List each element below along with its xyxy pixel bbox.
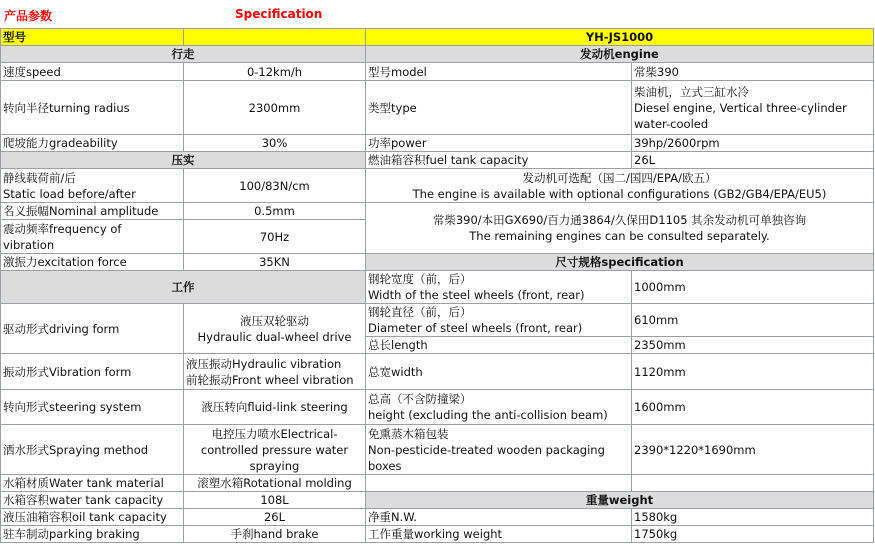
wheel-width-line-1: 钢轮宽度（前，后） [368,272,472,286]
net-weight-value: 1580kg [632,509,874,526]
tank-material-value: 滚塑水箱Rotational molding [184,475,366,492]
width-value: 1120mm [632,354,874,390]
parking-value: 手刹hand brake [184,526,366,543]
section-weight: 重量weight [366,492,874,509]
wheel-width-label [366,271,632,304]
spraying-line-2: controlled pressure water [200,442,349,457]
height-label [366,390,632,425]
engine-options [366,169,874,203]
driving-form-en: Hydraulic dual-wheel drive [197,329,352,344]
packaging-label [366,425,632,475]
model-label-spacer [184,29,366,46]
section-dimensions: 尺寸规格specification [366,254,874,271]
frequency-label [1,220,184,254]
section-travel: 行走 [1,46,366,63]
static-load-value: 100/83N/cm [184,169,366,203]
static-load-line-2: Static load before/after [3,186,136,201]
steering-value: 液压转向fluid-link steering [184,390,366,425]
spraying-line-1: 电控压力喷水Electrical- [211,426,338,441]
section-compaction: 压实 [1,152,366,169]
engine-model-value: 常柴390 [632,63,874,81]
vibration-form-line-2: 前轮振动Front wheel vibration [186,372,354,387]
frequency-value: 70Hz [184,220,366,254]
static-load-label [1,169,184,203]
tank-capacity-label: 水箱容积water tank capacity [1,492,184,509]
tank-capacity-value: 108L [184,492,366,509]
wheel-diameter-value: 610mm [632,304,874,337]
gradeability-value: 30% [184,135,366,152]
turning-radius-value: 2300mm [184,81,366,135]
engine-options-cn: 发动机可选配（国二/国四/EPA/欧五） [522,170,717,185]
excitation-label: 激振力excitation force [1,254,184,271]
product-params-title: 产品参数 [4,9,53,23]
amplitude-label: 名义振幅Nominal amplitude [1,203,184,220]
wheel-diameter-line-1: 钢轮直径（前，后） [368,305,472,319]
model-label: 型号 [1,29,184,46]
steering-label: 转向形式steering system [1,390,184,425]
empty-cell-a [366,475,632,492]
vibration-form-label: 振动形式Vibration form [1,354,184,390]
spraying-value [184,425,366,475]
fuel-tank-label: 燃油箱容积fuel tank capacity [366,152,632,169]
speed-label: 速度speed [1,63,184,81]
other-engines-cn: 常柴390/本田GX690/百力通3864/久保田D1105 其余发动机可单独咨询 [432,213,807,227]
driving-form-label: 驱动形式driving form [1,304,184,354]
specification-title: Specification [235,7,323,21]
turning-radius-label: 转向半径turning radius [1,81,184,135]
model-value: YH-JS1000 [366,29,874,46]
driving-form-cn: 液压双轮驱动 [240,313,309,328]
engine-model-label: 型号model [366,63,632,81]
engine-type-line-3: water-cooled [634,116,709,131]
vibration-form-value [184,354,366,390]
engine-options-en: The engine is available with optional configurations (GB2/GB4/EPA/EU5) [412,186,827,201]
wheel-width-value: 1000mm [632,271,874,304]
spec-table [0,28,874,543]
parking-label: 驻车制动parking braking [1,526,184,543]
section-engine: 发动机engine [366,46,874,63]
working-weight-label: 工作重量working weight [366,526,632,543]
spraying-line-3: spraying [249,458,300,473]
tank-material-label: 水箱材质Water tank material [1,475,184,492]
oil-tank-value: 26L [184,509,366,526]
spraying-label: 洒水形式Spraying method [1,425,184,475]
gradeability-label: 爬坡能力gradeability [1,135,184,152]
packaging-value: 2390*1220*1690mm [632,425,874,475]
engine-type-line-1: 柴油机，立式三缸水冷 [634,84,749,99]
engine-type-line-2: Diesel engine, Vertical three-cylinder [634,100,847,115]
fuel-tank-value: 26L [632,152,874,169]
wheel-diameter-label [366,304,632,337]
length-label: 总长length [366,337,632,354]
engine-power-label: 功率power [366,135,632,152]
vibration-form-line-1: 液压振动Hydraulic vibration [186,356,342,371]
engine-type-label: 类型type [366,81,632,135]
driving-form-value [184,304,366,354]
section-work: 工作 [1,271,366,304]
other-engines [366,203,874,254]
static-load-line-1: 静线载荷前/后 [3,170,76,185]
frequency-line-2: vibration [3,237,55,252]
packaging-line-2: Non-pesticide-treated wooden packaging [368,442,605,457]
height-line-2: height (excluding the anti-collision beam) [368,408,608,422]
wheel-width-line-2: Width of the steel wheels (front, rear) [368,288,585,302]
speed-value: 0-12km/h [184,63,366,81]
working-weight-value: 1750kg [632,526,874,543]
engine-power-value: 39hp/2600rpm [632,135,874,152]
height-value: 1600mm [632,390,874,425]
height-line-1: 总高（不含防撞梁） [368,392,472,406]
packaging-line-3: boxes [368,458,402,473]
length-value: 2350mm [632,337,874,354]
amplitude-value: 0.5mm [184,203,366,220]
excitation-value: 35KN [184,254,366,271]
width-label: 总宽width [366,354,632,390]
wheel-diameter-line-2: Diameter of steel wheels (front, rear) [368,321,583,335]
other-engines-en: The remaining engines can be consulted separately. [469,229,770,243]
empty-cell-b [632,475,874,492]
frequency-line-1: 震动频率frequency of [3,221,122,236]
packaging-line-1: 免熏蒸木箱包装 [368,426,449,441]
oil-tank-label: 液压油箱容积oil tank capacity [1,509,184,526]
engine-type-value [632,81,874,135]
net-weight-label: 净重N.W. [366,509,632,526]
